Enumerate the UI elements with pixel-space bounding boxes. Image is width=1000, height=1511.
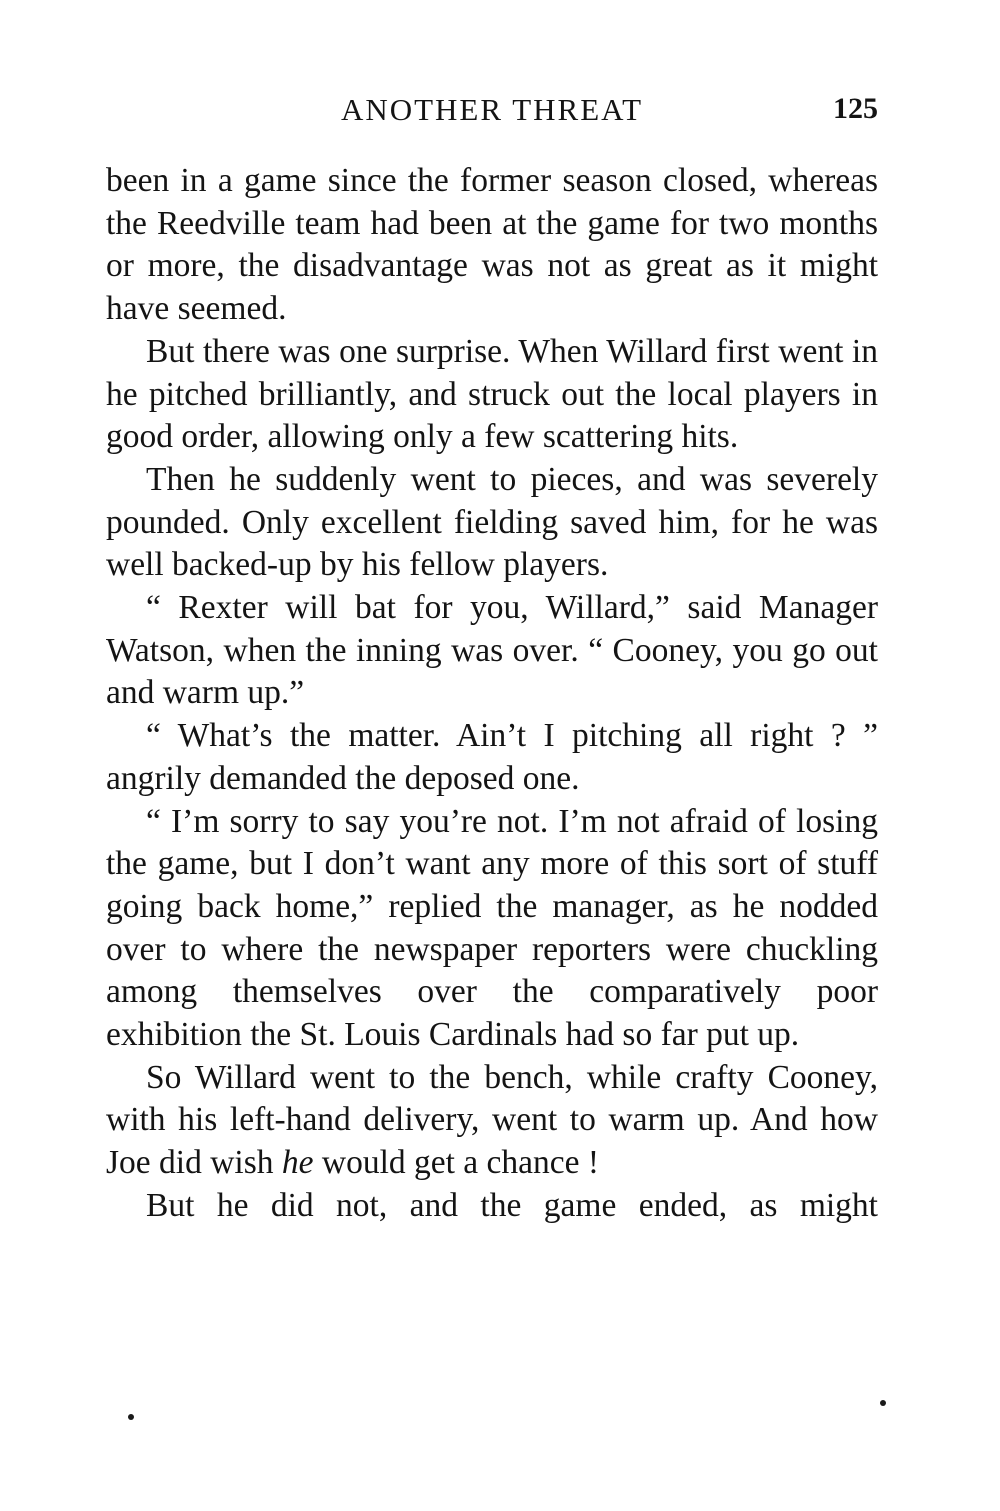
paragraph: been in a game since the former season closed, whereas the Reedville team had been at the game for two months or more, the disadvantage was not as great as it might have seemed.: [106, 162, 878, 328]
book-page: [106, 88, 878, 1228]
paragraph-text: would get a chance !: [313, 1144, 600, 1182]
paragraph-text: So Willard went to the bench, while crafty Cooney, with his left-hand delivery, went to warm up. And how Joe did wish: [106, 1058, 878, 1182]
paragraph: [106, 1057, 878, 1185]
paragraph: “ Rexter will bat for you, Willard,” said Manager Watson, when the inning was over. “ Cooney, you go out and warm up.”: [106, 589, 878, 712]
paragraph: “ I’m sorry to say you’re not. I’m not afraid of losing the game, but I don’t want any more of this sort of stuff going back home,” replied the manager, as he nodded over to where the newspaper reporters were chuckling among themselves over the comparatively poor exhibition the St. Louis Cardinals had so far put up.: [106, 802, 878, 1054]
paragraph: But there was one surprise. When Willard first went in he pitched brilliantly, and struck out the local players in good order, allowing only a few scattering hits.: [106, 332, 878, 456]
paragraph: “ What’s the matter. Ain’t I pitching all right ? ” angrily demanded the deposed one.: [106, 717, 878, 797]
print-speck: [128, 1414, 134, 1420]
paragraph: Then he suddenly went to pieces, and was severely pounded. Only excellent fielding saved him, for he was well backed-up by his fellow players.: [106, 460, 878, 584]
italic-emphasis: he: [281, 1144, 314, 1182]
paragraph: But he did not, and the game ended, as might: [146, 1186, 878, 1224]
print-speck: [880, 1400, 886, 1406]
page-number: 125: [833, 92, 878, 125]
chapter-title: ANOTHER THREAT: [340, 92, 644, 127]
running-head: [106, 88, 878, 134]
body-text: [106, 160, 878, 1228]
